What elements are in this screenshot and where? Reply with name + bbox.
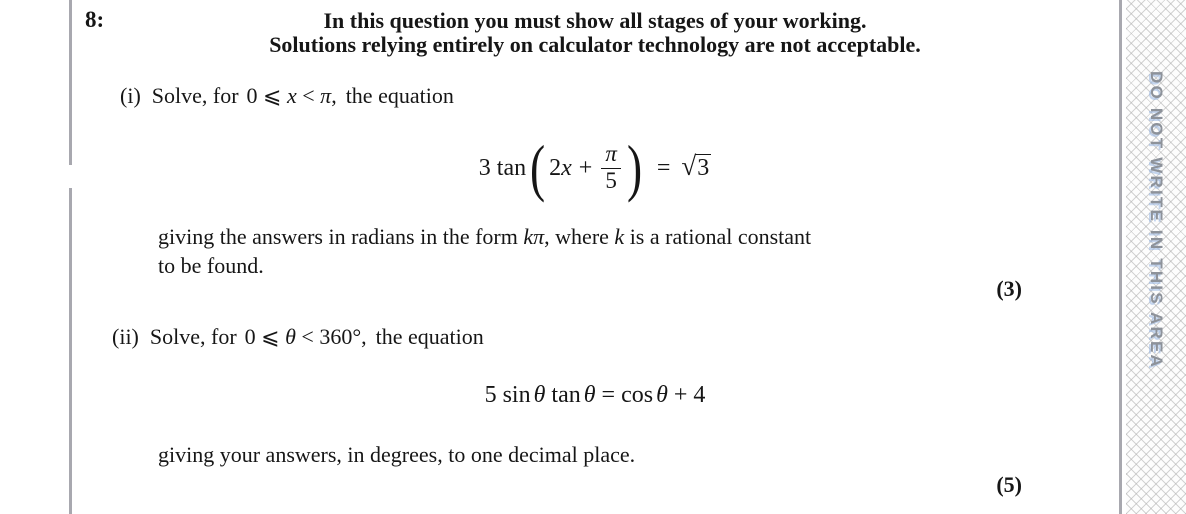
sqrt-3 bbox=[681, 150, 711, 183]
variable-k: k bbox=[614, 224, 625, 249]
math-text: < bbox=[296, 83, 321, 108]
fraction-denominator: 5 bbox=[601, 168, 621, 194]
part-ii-marker: (ii) bbox=[112, 324, 139, 349]
part-ii-prompt bbox=[112, 324, 484, 350]
variable-x: x bbox=[286, 83, 297, 108]
part-i-lead: Solve, for bbox=[151, 83, 239, 108]
equation-2 bbox=[75, 382, 1115, 409]
math-text: , bbox=[331, 83, 337, 108]
theta-symbol: θ bbox=[533, 382, 546, 408]
do-not-write-label: DO NOT WRITE IN THIS AREA bbox=[1147, 71, 1166, 370]
math-text: 0 ⩽ bbox=[246, 83, 287, 108]
part-ii-tail: the equation bbox=[375, 324, 484, 349]
part-ii-lead: Solve, for bbox=[149, 324, 237, 349]
plus-sign: + bbox=[578, 154, 593, 181]
fraction-pi-over-5 bbox=[601, 142, 621, 194]
left-paren: ( bbox=[530, 132, 546, 203]
radical-sign: √ bbox=[681, 150, 697, 181]
equation-2-term-2: tan bbox=[551, 382, 581, 408]
left-margin-rule-top bbox=[69, 0, 72, 165]
equation-2-term-4: + 4 bbox=[673, 382, 706, 408]
k-pi-term: kπ bbox=[523, 224, 545, 249]
text: is a rational constant bbox=[624, 224, 812, 249]
theta-symbol: θ bbox=[583, 382, 596, 408]
left-margin-rule-bottom bbox=[69, 188, 72, 514]
theta-symbol: θ bbox=[285, 324, 296, 349]
equation-1-argument bbox=[549, 155, 599, 182]
part-i-domain bbox=[247, 83, 337, 108]
part-ii-domain bbox=[245, 324, 367, 349]
right-margin-rule bbox=[1119, 0, 1122, 514]
part-ii-description: giving your answers, in degrees, to one decimal place. bbox=[158, 442, 636, 467]
math-text: < 360°, bbox=[295, 324, 367, 349]
question-number: 8: bbox=[85, 7, 105, 32]
math-text: 2 bbox=[549, 154, 562, 181]
radicand: 3 bbox=[697, 154, 710, 181]
part-i-marker: (i) bbox=[120, 83, 141, 108]
do-not-write-strip bbox=[1126, 0, 1186, 514]
part-i-prompt bbox=[120, 83, 454, 109]
equation-1-coefficient: 3 tan bbox=[478, 154, 527, 181]
equation-2-term-1: 5 sin bbox=[484, 382, 531, 408]
variable-x: x bbox=[561, 154, 572, 181]
fraction-numerator: π bbox=[605, 141, 617, 167]
equation-2-term-3: = cos bbox=[601, 382, 654, 408]
math-text: 0 ⩽ bbox=[244, 324, 286, 349]
part-i-marks: (3) bbox=[996, 276, 1022, 301]
part-i-description-line-1 bbox=[158, 223, 811, 252]
instruction-line-1: In this question you must show all stages of your working. bbox=[323, 8, 867, 33]
part-i-description-line-2: to be found. bbox=[158, 252, 264, 278]
theta-symbol: θ bbox=[656, 382, 668, 408]
part-i-description bbox=[158, 223, 811, 280]
right-paren: ) bbox=[626, 132, 642, 203]
equation-1 bbox=[75, 134, 1115, 202]
equals-sign: = bbox=[656, 154, 671, 181]
part-ii-marks: (5) bbox=[996, 472, 1022, 497]
text: , where bbox=[544, 224, 615, 249]
pi-symbol: π bbox=[320, 83, 332, 108]
instruction-line-2: Solutions relying entirely on calculator technology are not acceptable. bbox=[269, 31, 921, 57]
part-i-tail: the equation bbox=[345, 83, 454, 108]
text: giving the answers in radians in the form bbox=[158, 224, 524, 249]
question-instructions bbox=[75, 9, 1115, 56]
